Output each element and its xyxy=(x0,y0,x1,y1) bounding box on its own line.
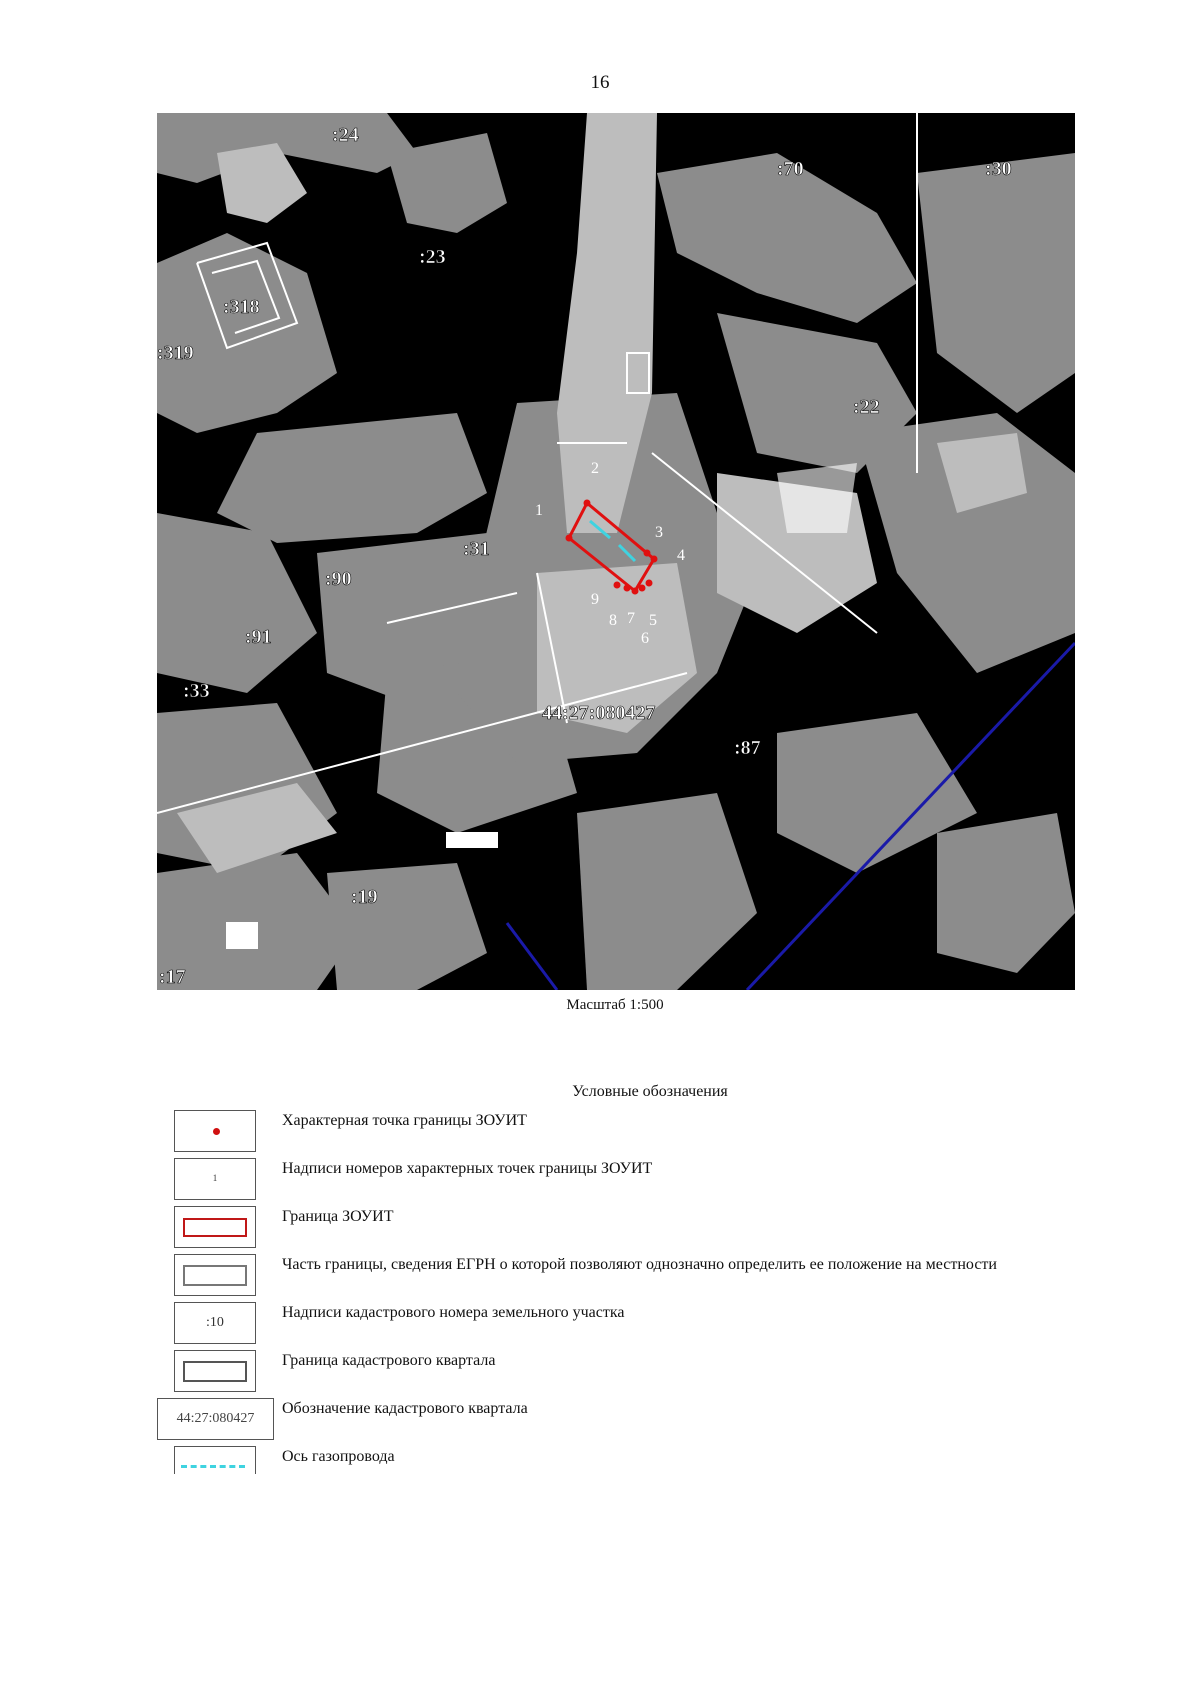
legend-symbol-quarter-number xyxy=(157,1398,274,1440)
parcel-label: :22 xyxy=(853,396,880,418)
point-label: 6 xyxy=(641,630,649,647)
quarter-rectangle-icon xyxy=(183,1361,247,1382)
point-label: 5 xyxy=(649,612,657,629)
legend-symbol-grey-rectangle xyxy=(174,1254,256,1296)
parcel-label: :318 xyxy=(223,296,260,318)
page-number: 16 xyxy=(590,72,610,93)
map-scale: Масштаб 1:500 xyxy=(566,997,664,1013)
point-label: 2 xyxy=(591,460,599,477)
legend-title: Условные обозначения xyxy=(572,1083,728,1100)
point-number-sample: 1 xyxy=(212,1173,218,1183)
legend-text: Часть границы, сведения ЕГРН о которой позволяют однозначно определить ее положение на местности xyxy=(282,1256,997,1273)
legend-text: Надписи номеров характерных точек границы ЗОУИТ xyxy=(282,1160,653,1177)
parcel-label: :87 xyxy=(734,737,761,759)
parcel-label: :19 xyxy=(351,886,378,908)
point-label: 3 xyxy=(655,524,663,541)
grey-rectangle-icon xyxy=(183,1265,247,1286)
red-rectangle-icon xyxy=(183,1218,247,1237)
legend-text: Характерная точка границы ЗОУИТ xyxy=(282,1112,527,1129)
legend-text: Граница кадастрового квартала xyxy=(282,1352,496,1369)
parcel-label: :319 xyxy=(157,342,194,364)
aerial-background xyxy=(157,113,1075,990)
point-label: 7 xyxy=(627,610,635,627)
parcel-label: :70 xyxy=(777,158,804,180)
parcel-label: :91 xyxy=(245,626,272,648)
legend-symbol-point-number xyxy=(174,1158,256,1200)
point-label: 8 xyxy=(609,612,617,629)
legend-symbol-gas-line xyxy=(174,1446,256,1474)
legend-text: Ось газопровода xyxy=(282,1448,395,1465)
red-point-icon xyxy=(213,1128,220,1135)
legend-symbol-red-rectangle xyxy=(174,1206,256,1248)
legend-symbol-parcel-number xyxy=(174,1302,256,1344)
parcel-label: :23 xyxy=(419,246,446,268)
parcel-label: :24 xyxy=(332,124,359,146)
legend-symbol-quarter-rectangle xyxy=(174,1350,256,1392)
cadastral-map xyxy=(157,113,1075,990)
gas-line-icon xyxy=(181,1465,245,1468)
parcel-label: :31 xyxy=(463,538,490,560)
point-label: 4 xyxy=(677,547,685,564)
legend-symbol-red-point xyxy=(174,1110,256,1152)
legend-text: Граница ЗОУИТ xyxy=(282,1208,394,1225)
quarter-label: 44:27:080427 xyxy=(542,702,656,724)
parcel-label: :17 xyxy=(159,966,186,988)
point-label: 1 xyxy=(535,502,543,519)
quarter-number-sample: 44:27:080427 xyxy=(176,1411,255,1426)
legend-text: Надписи кадастрового номера земельного участка xyxy=(282,1304,625,1321)
parcel-label: :30 xyxy=(985,158,1012,180)
parcel-label: :33 xyxy=(183,680,210,702)
parcel-label: :90 xyxy=(325,568,352,590)
legend-text: Обозначение кадастрового квартала xyxy=(282,1400,528,1417)
parcel-number-sample: :10 xyxy=(206,1315,224,1330)
point-label: 9 xyxy=(591,591,599,608)
